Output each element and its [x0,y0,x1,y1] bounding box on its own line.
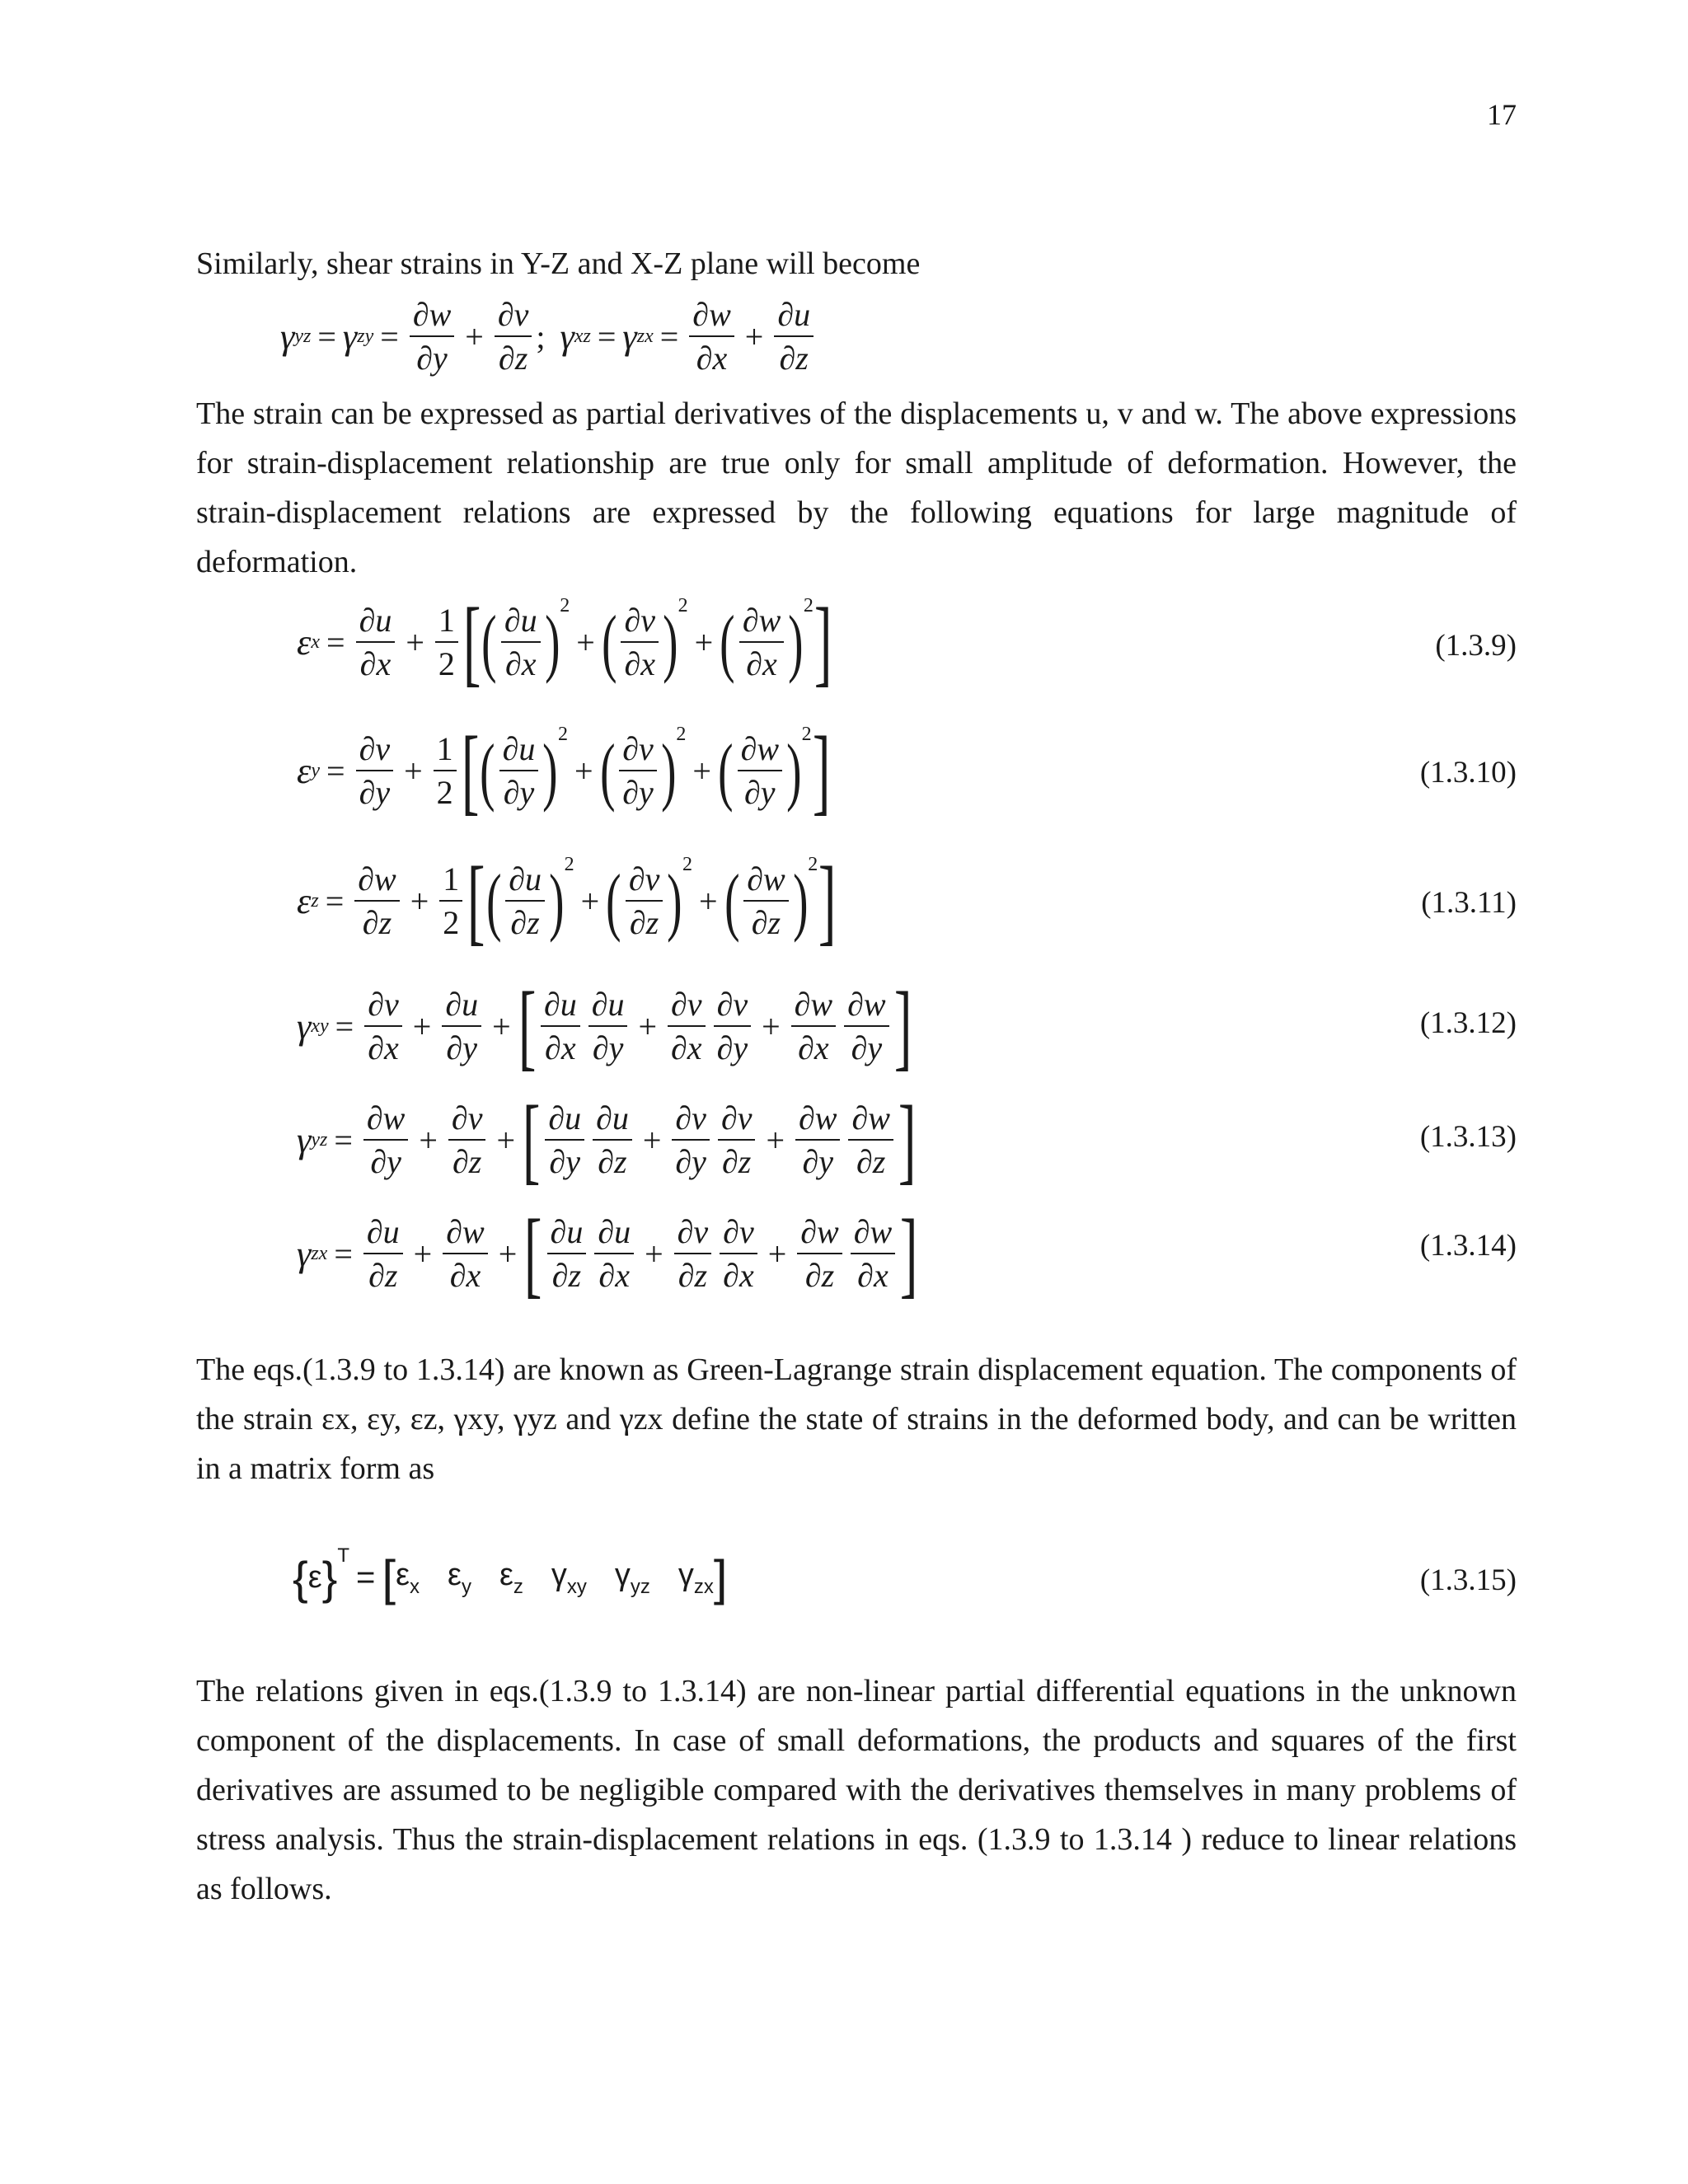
equation-shear-strains: γ yz = γ zy = $\frac{\partial w}{\partial y}$ + $\frac{\partial v}{\partial z}$ ; γ xz = γ zx = $\frac{\partial w}{\partial x}$ + $\frac{\partial u}{\partial z}$ [280,295,818,377]
equation-gamma-zx: γ zx = $\frac{\partial u}{\partial z}$ + $\frac{\partial w}{\partial x}$ + [ $\frac{\partial u}{\partial z}$ $\frac{\partial u}{\partial x}$ + $\frac{\partial v}{\partial z}$ $\frac{\partial v}{\partial x}$ + $\frac{\partial w}{\partial z}$ $\frac{\partial w}{\partial x}$ ] [297,1199,918,1307]
equation-number: (1.3.15) [1419,1563,1517,1597]
equation-number: (1.3.11) [1421,886,1517,920]
equation-number: (1.3.14) [1419,1229,1517,1263]
equation-epsilon-z: ε z = $\frac{\partial w}{\partial z}$ + $\frac{1}{2}$ [ ( $\frac{\partial u}{\partial z}$ ) 2 + ( $\frac{\partial v}{\partial z}$ ) 2 + ( $\frac{\partial w}{\partial z}$ ) 2 ] [297,846,837,954]
equation-number: (1.3.10) [1419,756,1517,790]
intro-text: Similarly, shear strains in Y-Z and X-Z plane will become [196,246,921,281]
equation-strain-vector: { ε } T = [ $\varepsilon_x$ $\varepsilon_y$ $\varepsilon_z$ $\gamma_{xy}$ $\gamma_{yz}$ $\gamma_{zx}$ ] [293,1544,728,1605]
paragraph-strain-derivatives: The strain can be expressed as partial derivatives of the displacements u, v and w. The above expressions for strain-displacement relationship are true only for small amplitude of deformation. However, the strain-displacement relations are expressed by the following equations for large magnitude of deformation. [196,396,1517,579]
equation-number: (1.3.9) [1435,629,1517,663]
equation-epsilon-x: ε x = $\frac{\partial u}{\partial x}$ + $\frac{1}{2}$ [ ( $\frac{\partial u}{\partial x}$ ) 2 + ( $\frac{\partial v}{\partial x}$ ) 2 + ( $\frac{\partial w}{\partial x}$ ) 2 ] [297,588,832,696]
equation-number: (1.3.12) [1419,1006,1517,1040]
page-number: 17 [1487,98,1517,131]
equation-epsilon-y: ε y = $\frac{\partial v}{\partial y}$ + $\frac{1}{2}$ [ ( $\frac{\partial u}{\partial y}$ ) 2 + ( $\frac{\partial v}{\partial y}$ ) 2 + ( $\frac{\partial w}{\partial y}$ ) 2 ] [297,716,831,824]
paragraph-linear-relations: The relations given in eqs.(1.3.9 to 1.3.14) are non-linear partial differential equations in the unknown component of the displacements. In case of small deformations, the products and squares of the first derivatives are assumed to be negligible compared with the derivatives themselves in many problems of stress analysis. Thus the strain-displacement relations in eqs. (1.3.9 to 1.3.14 ) reduce to linear relations as follows. [196,1674,1517,1906]
paragraph-green-lagrange: The eqs.(1.3.9 to 1.3.14) are known as Green-Lagrange strain displacement equation. The components of the strain εx, εy, εz, γxy, γyz and γzx define the state of strains in the deformed body, and can be written in a matrix form as [196,1352,1517,1486]
equation-gamma-yz: γ yz = $\frac{\partial w}{\partial y}$ + $\frac{\partial v}{\partial z}$ + [ $\frac{\partial u}{\partial y}$ $\frac{\partial u}{\partial z}$ + $\frac{\partial v}{\partial y}$ $\frac{\partial v}{\partial z}$ + $\frac{\partial w}{\partial y}$ $\frac{\partial w}{\partial z}$ ] [297,1085,917,1193]
equation-number: (1.3.13) [1419,1120,1517,1154]
equation-gamma-xy: γ xy = $\frac{\partial v}{\partial x}$ + $\frac{\partial u}{\partial y}$ + [ $\frac{\partial u}{\partial x}$ $\frac{\partial u}{\partial y}$ + $\frac{\partial v}{\partial x}$ $\frac{\partial v}{\partial y}$ + $\frac{\partial w}{\partial x}$ $\frac{\partial w}{\partial y}$ ] [297,972,912,1080]
